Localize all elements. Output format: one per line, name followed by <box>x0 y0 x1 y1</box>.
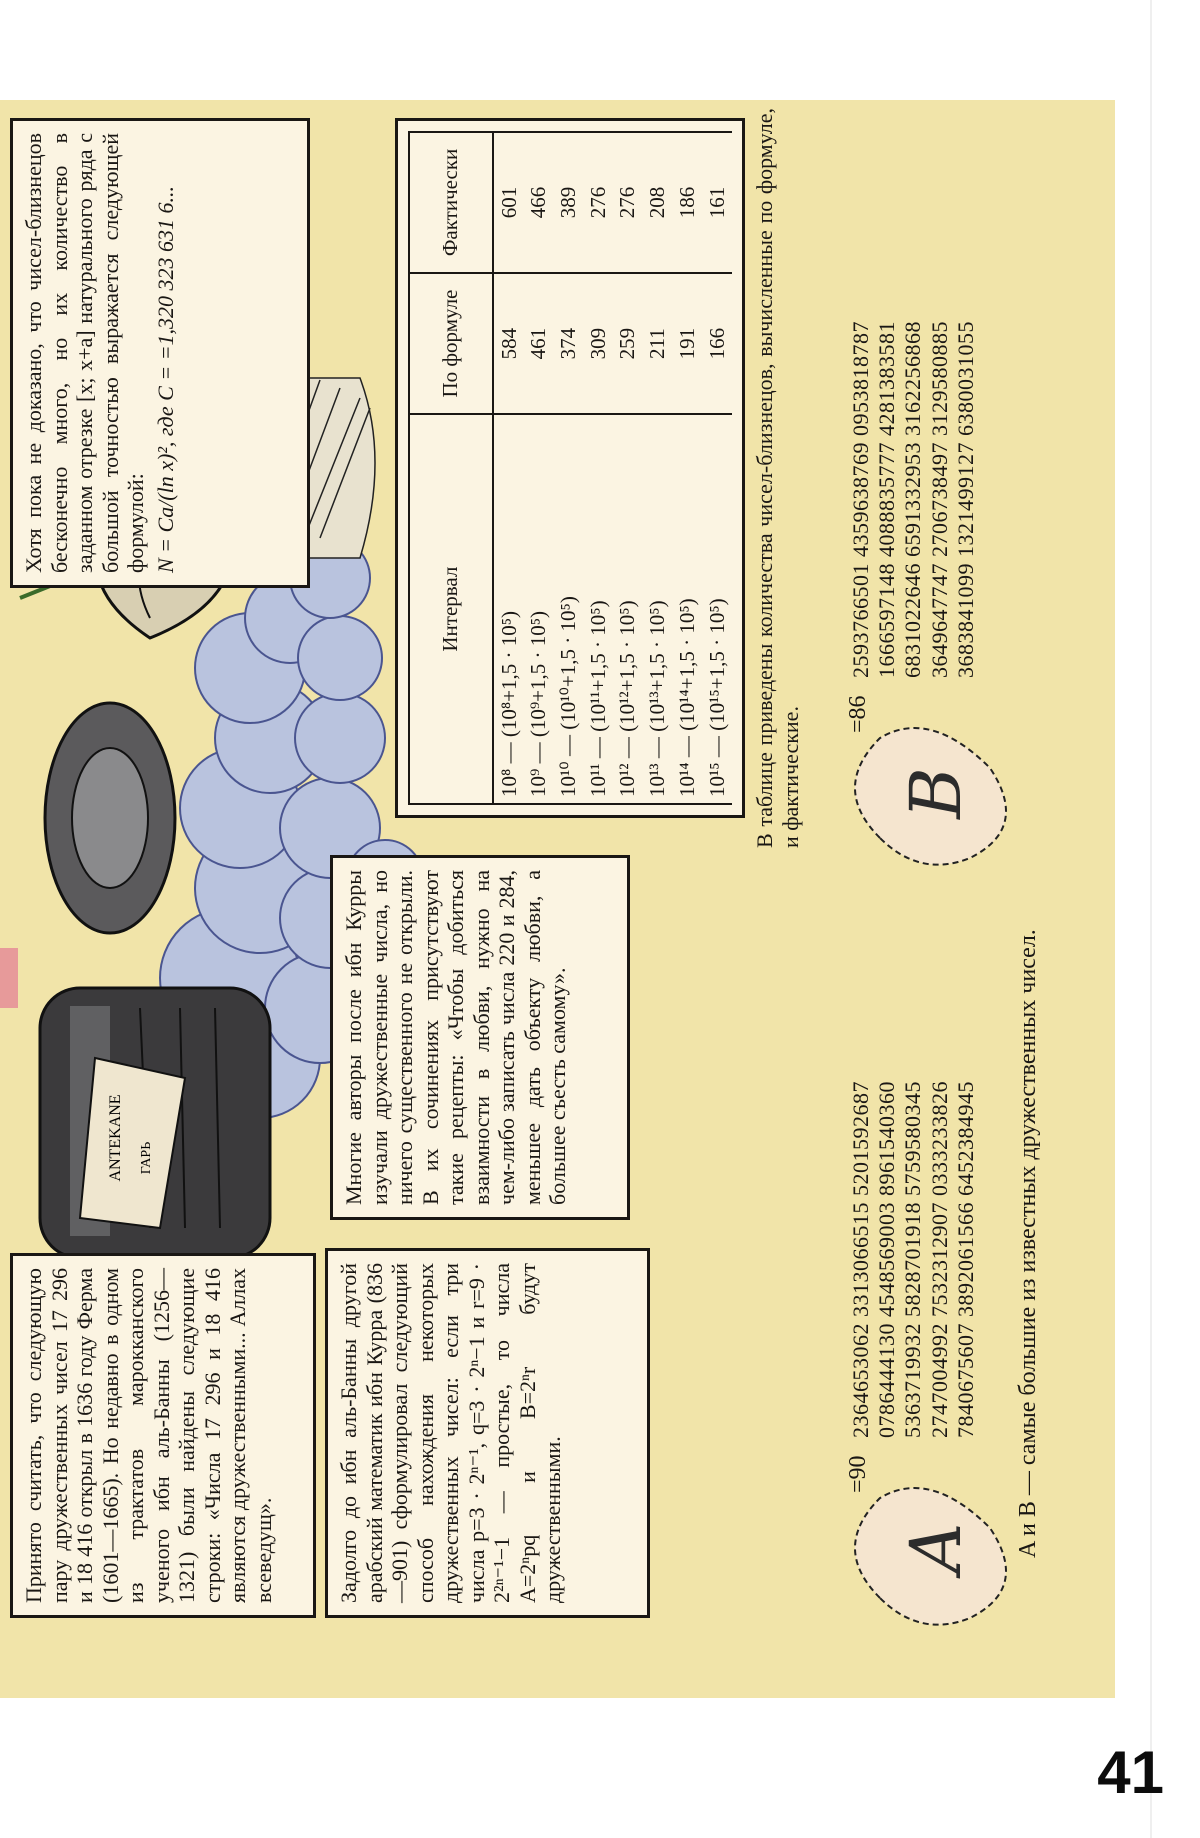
cell-formula: 309 <box>583 273 613 414</box>
cell-formula: 461 <box>524 273 554 414</box>
monogram-b-badge <box>855 728 1006 865</box>
rag-label-1: ANTEKANE <box>107 1094 124 1182</box>
number-a-digits <box>848 1081 979 1438</box>
cell-formula: 166 <box>702 273 732 414</box>
cell-formula: 584 <box>493 273 524 414</box>
text-box-twin-primes <box>10 118 310 588</box>
svg-text:B: B <box>895 767 977 819</box>
table-row <box>702 132 732 804</box>
tire <box>45 703 175 933</box>
twin-primes-table-frame <box>395 118 745 818</box>
text-box-al-banna <box>10 1253 316 1618</box>
box3-text: Многие авторы после ибн Курры изучали дружественные числа, но ничего существенного не открыли. В их сочинениях присутствуют такие рецепты: «Чтобы добиться взаимности в любви, нужно на чем-либо записать числа 220 и 284, меньшее дать объекту любви, а большее съесть самому». <box>341 870 571 1205</box>
cell-interval: 10¹¹ — (10¹¹+1,5 · 10⁵) <box>583 414 613 804</box>
number-a-row: 2364653062 3313066515 5201592687 <box>848 1081 873 1438</box>
cell-actual: 466 <box>524 132 554 273</box>
table-row <box>643 132 673 804</box>
cell-interval: 10⁹ — (10⁹+1,5 · 10⁵) <box>524 414 554 804</box>
cell-interval: 10¹³ — (10¹³+1,5 · 10⁵) <box>643 414 673 804</box>
cell-formula: 259 <box>613 273 643 414</box>
table-row <box>493 132 524 804</box>
table-row <box>583 132 613 804</box>
cell-interval: 10⁸ — (10⁸+1,5 · 10⁵) <box>493 414 524 804</box>
table-row <box>524 132 554 804</box>
cell-formula: 374 <box>554 273 584 414</box>
number-b-row: 2593766501 4359638769 0953818787 <box>848 321 873 678</box>
illustrated-plate <box>0 100 1115 1698</box>
header-interval: Интервал <box>409 414 493 804</box>
cell-actual: 186 <box>672 132 702 273</box>
cell-actual: 601 <box>493 132 524 273</box>
box4-formula: N = Ca/(ln x)², где C = =1,320 323 631 6... <box>152 185 178 573</box>
header-actual: Фактически <box>409 132 493 273</box>
twin-primes-table <box>408 131 732 805</box>
svg-text:A: A <box>895 1522 977 1574</box>
box1-text: Принято считать, что следующую пару дружественных чисел 17 296 и 18 416 открыл в 1636 году Ферма (1601—1665). Но недавно в одном из трактатов марокканского ученого ибн аль-Банны (1256—1321) были найдены следующие строки: «Числа 17 296 и 18 416 являются дружественными... Аллах всеведущ». <box>21 1268 276 1603</box>
cell-actual: 276 <box>613 132 643 273</box>
text-box-recipes <box>330 855 630 1220</box>
number-a-prefix: =90 <box>845 1455 871 1493</box>
cell-actual: 276 <box>583 132 613 273</box>
number-b-row: 6831022646 6591332953 3162256868 <box>900 321 926 678</box>
number-a-row: 2747004992 7532312907 0333233826 <box>926 1081 952 1438</box>
number-b-prefix: =86 <box>845 695 871 733</box>
cell-actual: 389 <box>554 132 584 273</box>
table-header-row <box>409 132 493 804</box>
number-b-row: 3649647747 2706738497 3129580885 <box>926 321 952 678</box>
page-number: 41 <box>1097 1739 1164 1806</box>
pink-accent <box>0 948 18 1008</box>
rotated-spread <box>0 100 1115 1698</box>
table-row <box>672 132 702 804</box>
number-a-row: 7840675607 3892061566 6452384945 <box>952 1081 978 1438</box>
tin-can <box>40 988 270 1258</box>
table-caption: В таблице приведены количества чисел-близнецов, вычисленные по формуле, и фактические. <box>752 108 804 848</box>
footnote: A и B — самые большие из известных дружественных чисел. <box>1015 929 1041 1558</box>
page-gutter-line <box>1150 0 1152 1838</box>
cell-interval: 10¹⁴ — (10¹⁴+1,5 · 10⁵) <box>672 414 702 804</box>
text-box-ibn-kurra <box>325 1248 650 1618</box>
number-b-digits <box>848 321 979 678</box>
number-b-row: 1666597148 4088835777 4281383581 <box>874 321 900 678</box>
number-a-row: 0786444130 4548569003 8961540360 <box>874 1081 900 1438</box>
cell-formula: 191 <box>672 273 702 414</box>
monogram-a-badge <box>855 1488 1006 1625</box>
table-row <box>554 132 584 804</box>
cell-actual: 208 <box>643 132 673 273</box>
number-b-row: 3683841099 1321499127 6380031055 <box>952 321 978 678</box>
cell-interval: 10¹⁰ — (10¹⁰+1,5 · 10⁵) <box>554 414 584 804</box>
rag-label-2: ГАРЬ <box>139 1141 154 1175</box>
box2-text: Задолго до ибн аль-Банны другой арабский математик ибн Курра (836—901) сформулировал следующий способ нахождения некоторых дружественных чисел: если три числа p=3 · 2ⁿ⁻¹, q=3 · 2ⁿ−1 и r=9 · 2²ⁿ⁻¹−1 — простые, то числа A=2ⁿpq и B=2ⁿr будут дружественными. <box>336 1263 566 1603</box>
cell-formula: 211 <box>643 273 673 414</box>
number-a-row: 5363719932 5828701918 5759580345 <box>900 1081 926 1438</box>
box4-text: Хотя пока не доказано, что чисел-близнецов бесконечно много, но их количество в заданном отрезке [x; x+a] натурального ряда с большой точностью выражается следующей формулой: <box>21 133 149 573</box>
cell-interval: 10¹² — (10¹²+1,5 · 10⁵) <box>613 414 643 804</box>
cell-interval: 10¹⁵ — (10¹⁵+1,5 · 10⁵) <box>702 414 732 804</box>
cell-actual: 161 <box>702 132 732 273</box>
header-by-formula: По формуле <box>409 273 493 414</box>
table-row <box>613 132 643 804</box>
